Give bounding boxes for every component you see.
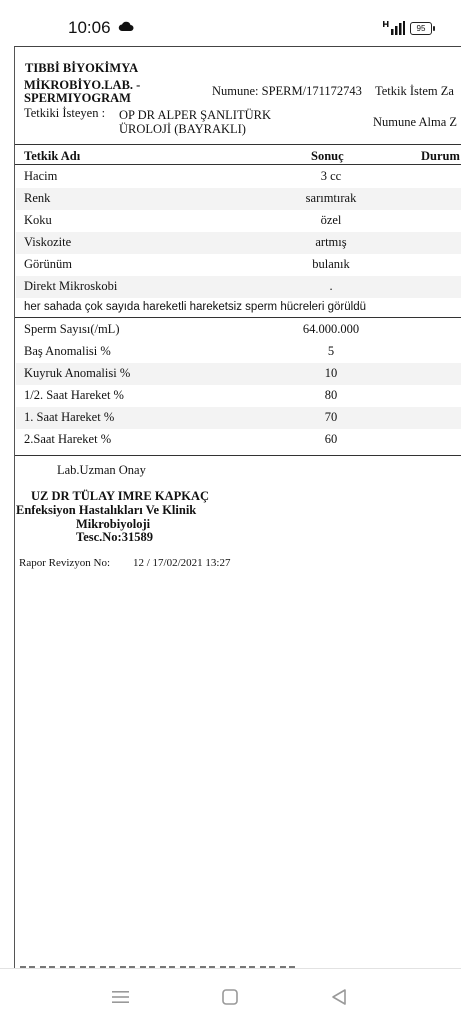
dept-line-3: SPERMIYOGRAM [24,91,131,105]
microscopy-note: her sahada çok sayıda hareketli hareketsiz sperm hücreleri görüldü [24,301,366,313]
navigation-bar [0,968,461,1025]
revision-value: 12 / 17/02/2021 13:27 [133,557,231,569]
divider [15,164,461,165]
sample-date-label: Numune Alma Z [373,115,458,129]
revision-label: Rapor Revizyon No: [19,557,111,569]
table-row: Direkt Mikroskobi . [16,276,461,298]
report-document[interactable] [14,46,461,971]
table-row: 1/2. Saat Hareket % 80 [24,388,338,402]
table-row: Hacim 3 cc [24,169,342,183]
doctor-specialty-1: Enfeksiyon Hastalıkları Ve Klinik [16,503,197,517]
header-test-name: Tetkik Adı [24,149,81,163]
status-time: 10:06 [68,18,111,37]
requester-name: OP DR ALPER ŞANLITÜRK [119,108,271,122]
sample-number: Numune: SPERM/171172743 [212,84,362,98]
table-row: 1. Saat Hareket % 70 [16,407,461,429]
home-icon[interactable] [222,989,238,1005]
signal-icon [383,21,405,35]
dept-line-2: MİKROBİYO.LAB. - [24,78,141,92]
requester-dept: ÜROLOJİ (BAYRAKLI) [119,122,246,136]
approval-label: Lab.Uzman Onay [57,463,146,477]
doctor-specialty-2: Mikrobiyoloji [76,517,151,531]
dept-line-1: TIBBİ BİYOKİMYA [25,61,139,75]
divider [15,455,461,456]
table-row: Baş Anomalisi % 5 [24,344,335,358]
table-row: 2.Saat Hareket % 60 [24,432,338,446]
header-status: Durum [421,149,460,163]
back-icon[interactable] [331,988,347,1006]
status-bar [0,0,461,50]
registration-number: Tesc.No:31589 [76,530,153,544]
table-row: Sperm Sayısı(/mL) 64.000.000 [24,322,360,336]
requester-label: Tetkiki İsteyen : [24,106,106,120]
test-date-label: Tetkik İstem Za [375,84,454,98]
battery-icon: 95 [410,22,432,35]
header-result: Sonuç [311,149,344,163]
doctor-name: UZ DR TÜLAY IMRE KAPKAÇ [31,489,210,503]
cloud-icon [118,20,134,32]
table-row: Koku özel [24,213,342,227]
table-row: Viskozite artmış [16,232,461,254]
divider [15,144,461,145]
table-row: Kuyruk Anomalisi % 10 [16,363,461,385]
table-row: Renk sarımtırak [16,188,461,210]
divider [15,317,461,318]
menu-icon[interactable] [112,990,129,1004]
table-row: Görünüm bulanık [24,257,350,271]
